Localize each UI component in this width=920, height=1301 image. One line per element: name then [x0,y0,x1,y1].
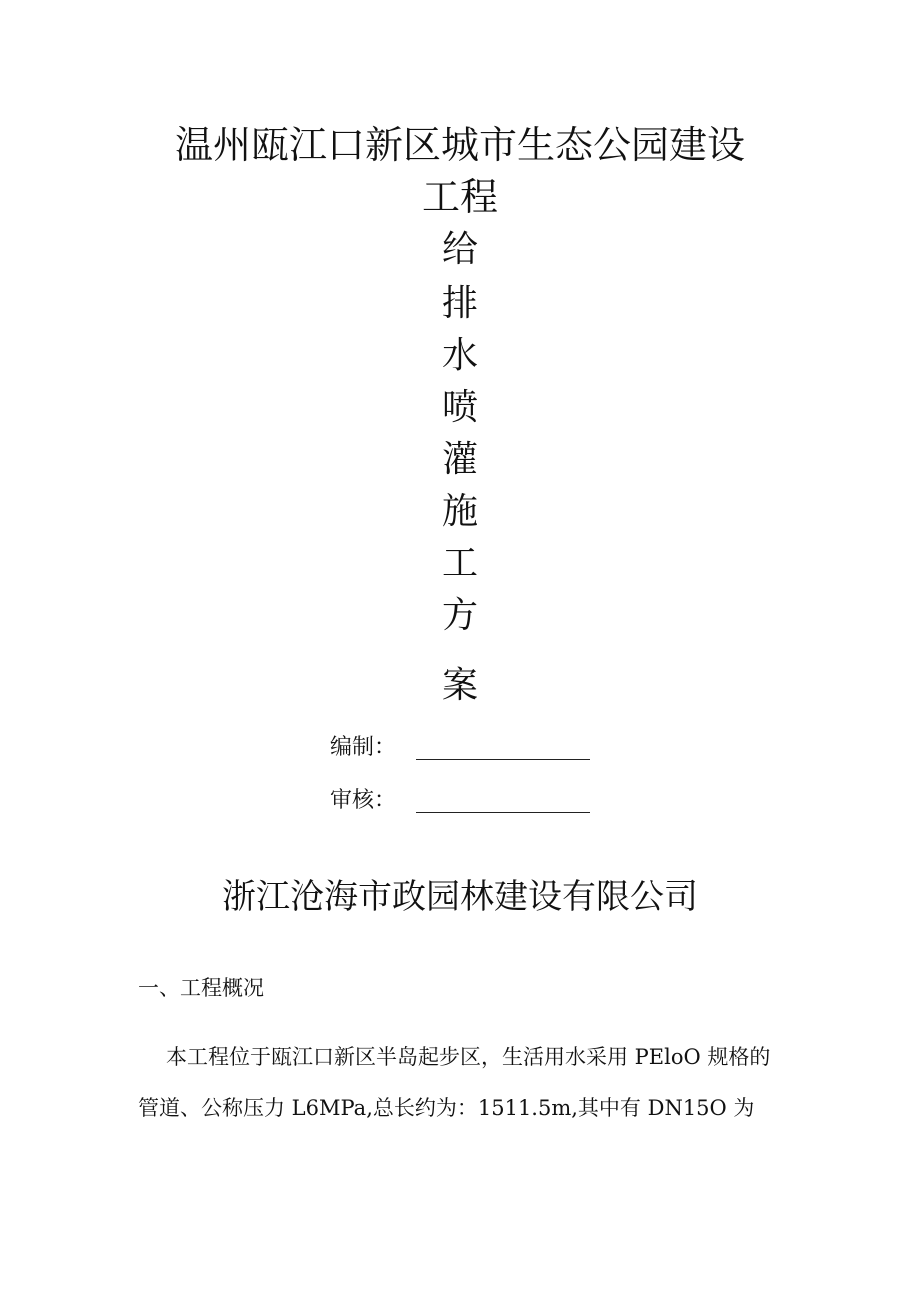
subtitle-char: 工 [441,543,478,584]
subtitle-char: 施 [441,491,478,532]
subtitle-char: 给 [441,229,478,270]
subtitle-char: 喷 [441,387,478,428]
subtitle-char: 排 [441,283,478,324]
document-title-line-1: 温州瓯江口新区城市生态公园建设 [174,123,745,167]
section-heading: 一、工程概况 [138,976,264,1000]
paragraph-line: 本工程位于瓯江口新区半岛起步区，生活用水采用 PEloO 规格的 [166,1045,771,1069]
compile-row [330,733,600,763]
review-label: 审核： [330,788,397,813]
compile-label: 编制： [330,735,397,760]
subtitle-char: 案 [441,665,478,706]
review-row [330,786,600,816]
document-title-line-2: 工程 [421,175,498,219]
subtitle-char: 水 [441,335,478,376]
subtitle-char: 方 [441,595,478,636]
compile-signature-line [416,759,590,760]
paragraph-line: 管道、公称压力 L6MPa,总长约为：1511.5m,其中有 DN15O 为 [138,1096,755,1120]
company-name: 浙江沧海市政园林建设有限公司 [222,877,698,917]
review-signature-line [416,812,590,813]
subtitle-char: 灌 [441,439,478,480]
